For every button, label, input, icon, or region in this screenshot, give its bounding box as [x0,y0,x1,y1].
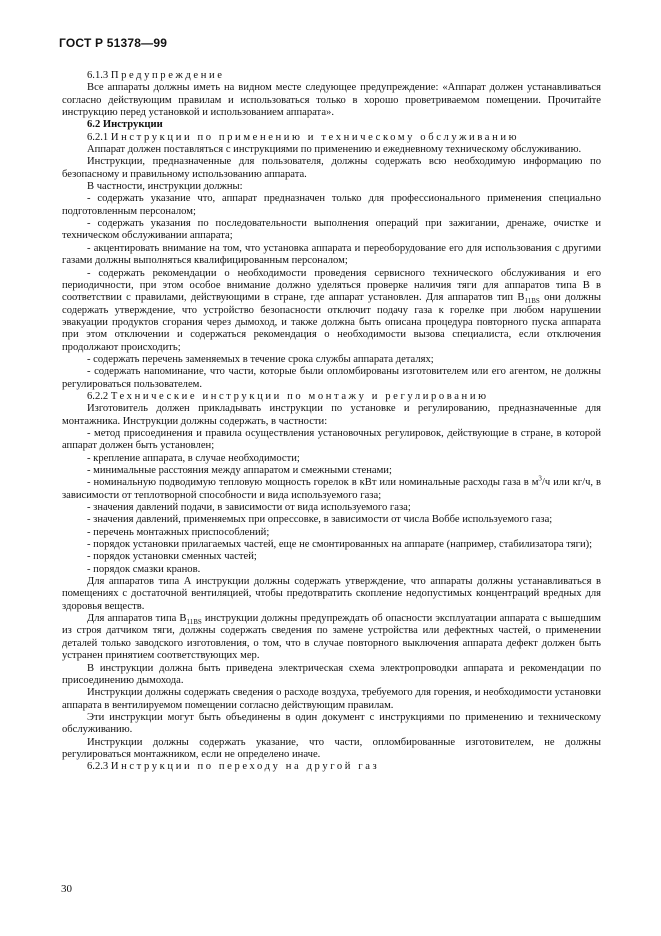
superscript: 3 [538,474,542,483]
paragraph-text: инструкции должны предупреждать об опасности эксплуатации аппарата с вышедшим из строя датчиком тяги, должны содержать сведения по замене устройства или дефектных частей, о применении деталей только заводского изготовления, о том, что в случае повторного выключения аппарата дефект должен быть устранен принятием соответствующих мер. [62,613,601,662]
document-header: ГОСТ Р 51378—99 [59,36,168,50]
list-item: - содержать перечень заменяемых в течение срока службы аппарата деталях; [87,353,434,365]
list-item-text: /ч или кг/ч, в зависимости от теплотворной способности и вида используемого газа; [62,477,601,501]
list-item: - порядок смазки кранов. [87,563,201,575]
section-title: Инструкции по переходу на другой газ [110,761,380,773]
list-item: - содержать указание что, аппарат предназначен только для профессионального применения специально подготовленным персоналом; [62,193,601,217]
section-title: Технические инструкции по монтажу и регулированию [110,390,489,402]
list-item: - значения давлений подачи, в зависимости от вида используемого газа; [87,502,411,514]
list-item: - содержать напоминание, что части, которые были опломбированы изготовителем или его агентом, не должны регулироваться пользователем. [62,366,601,390]
paragraph: Эти инструкции могут быть объединены в один документ с инструкциями по применению и техническому обслуживанию. [62,711,601,736]
subscript: 11BS [186,618,202,627]
list-item: - содержать указания по последовательности выполнения операций при зажигании, дренаже, очистке и техническом обслуживании аппарата; [62,218,601,242]
section-number: 6.2.1 [87,131,109,143]
list-item: - минимальные расстояния между аппаратом и смежными стенами; [87,465,392,476]
paragraph-text: Для аппаратов типа В [87,613,187,625]
list-item: - порядок установки прилагаемых частей, еще не смонтированных на аппарате (например, стабилизатора тяги); [87,539,593,551]
section-6-2-2-heading [62,391,601,403]
list-item-text: - содержать рекомендации о необходимости проведения сервисного технического обслуживания и его периодичности, при этом особое внимание должно уделяться проверке наличия тяги для аппаратов типа В в соответствии с правилами, действующими в стране, где аппарат установлен. Для аппаратов тип В [62,267,601,304]
section-6-1-3-heading [62,70,601,82]
section-title: Предупреждение [110,70,225,81]
subscript: 11BS [524,297,540,306]
list-item: - перечень монтажных приспособлений; [87,526,270,538]
paragraph: Инструкции должны содержать сведения о расходе воздуха, требуемого для горения, и необходимости установки аппарата в вентилируемом помещении согласно действующим правилам. [62,687,601,711]
paragraph: Для аппаратов типа А инструкции должны содержать утверждение, что аппараты должны устанавливаться в помещениях с достаточной вентиляцией, чтобы предотвратить скопление недопустимых концентраций вредных для здоровья веществ. [62,576,601,612]
list-item: - метод присоединения и правила осуществления установочных регулировок, действующие в стране, в которой аппарат должен быть установлен; [62,427,601,452]
document-body [62,70,601,774]
list-item-text: они должны содержать утверждение, что устройство безопасности отключит подачу газа к горелке при любом нарушении эвакуации продуктов сгорания через дымоход, и также должна быть описана процедура повторного пуска аппарата при этом отключении и содержаться рекомендация о необходимости вызова специалиста, если отключения продолжают происходить; [62,292,601,353]
paragraph: В частности, инструкции должны: [87,181,243,193]
list-item: - порядок установки сменных частей; [87,551,257,563]
section-6-2-3-heading [62,761,601,773]
paragraph: Изготовитель должен прикладывать инструкции по установке и регулированию, предназначенные для монтажника. Инструкции должны содержать, в частности: [62,403,601,427]
paragraph: Инструкции, предназначенные для пользователя, должны содержать всю необходимую информацию по безопасному и правильному использованию аппарата. [62,156,601,180]
section-6-2-heading: 6.2 Инструкции [87,119,163,131]
list-item-text: - номинальную подводимую тепловую мощность горелок в кВт или номинальные расходы газа в м [87,477,539,489]
list-item: - значения давлений, применяемых при опрессовке, в зависимости от числа Воббе используемого газа; [87,514,553,526]
paragraph [62,613,601,662]
section-6-2-1-heading [62,132,601,144]
paragraph: В инструкции должна быть приведена электрическая схема электропроводки аппарата и рекомендации по присоединению дымохода. [62,662,601,686]
list-item [62,268,601,354]
list-item [62,474,601,502]
section-number: 6.1.3 [87,70,109,81]
page-number: 30 [61,883,72,895]
section-number: 6.2.3 [87,761,109,773]
list-item: - крепление аппарата, в случае необходимости; [87,452,300,464]
list-item: - акцентировать внимание на том, что установка аппарата и переоборудование его для использования с другими газами должны выполняться квалифицированным персоналом; [62,242,601,267]
paragraph: Инструкции должны содержать указание, что части, опломбированные изготовителем, не должны регулироваться монтажником, если не определено иначе. [62,736,601,760]
paragraph: Все аппараты должны иметь на видном месте следующее предупреждение: «Аппарат должен устанавливаться согласно действующим правилам и использоваться только в хорошо проветриваемом помещении. Прочитайте инструкцию перед установкой и использованием аппарата». [62,82,601,119]
section-title: Инструкции по применению и техническому обслуживанию [110,131,520,143]
section-number: 6.2.2 [87,390,109,402]
paragraph: Аппарат должен поставляться с инструкциями по применению и ежедневному техническому обслуживанию. [87,144,582,156]
